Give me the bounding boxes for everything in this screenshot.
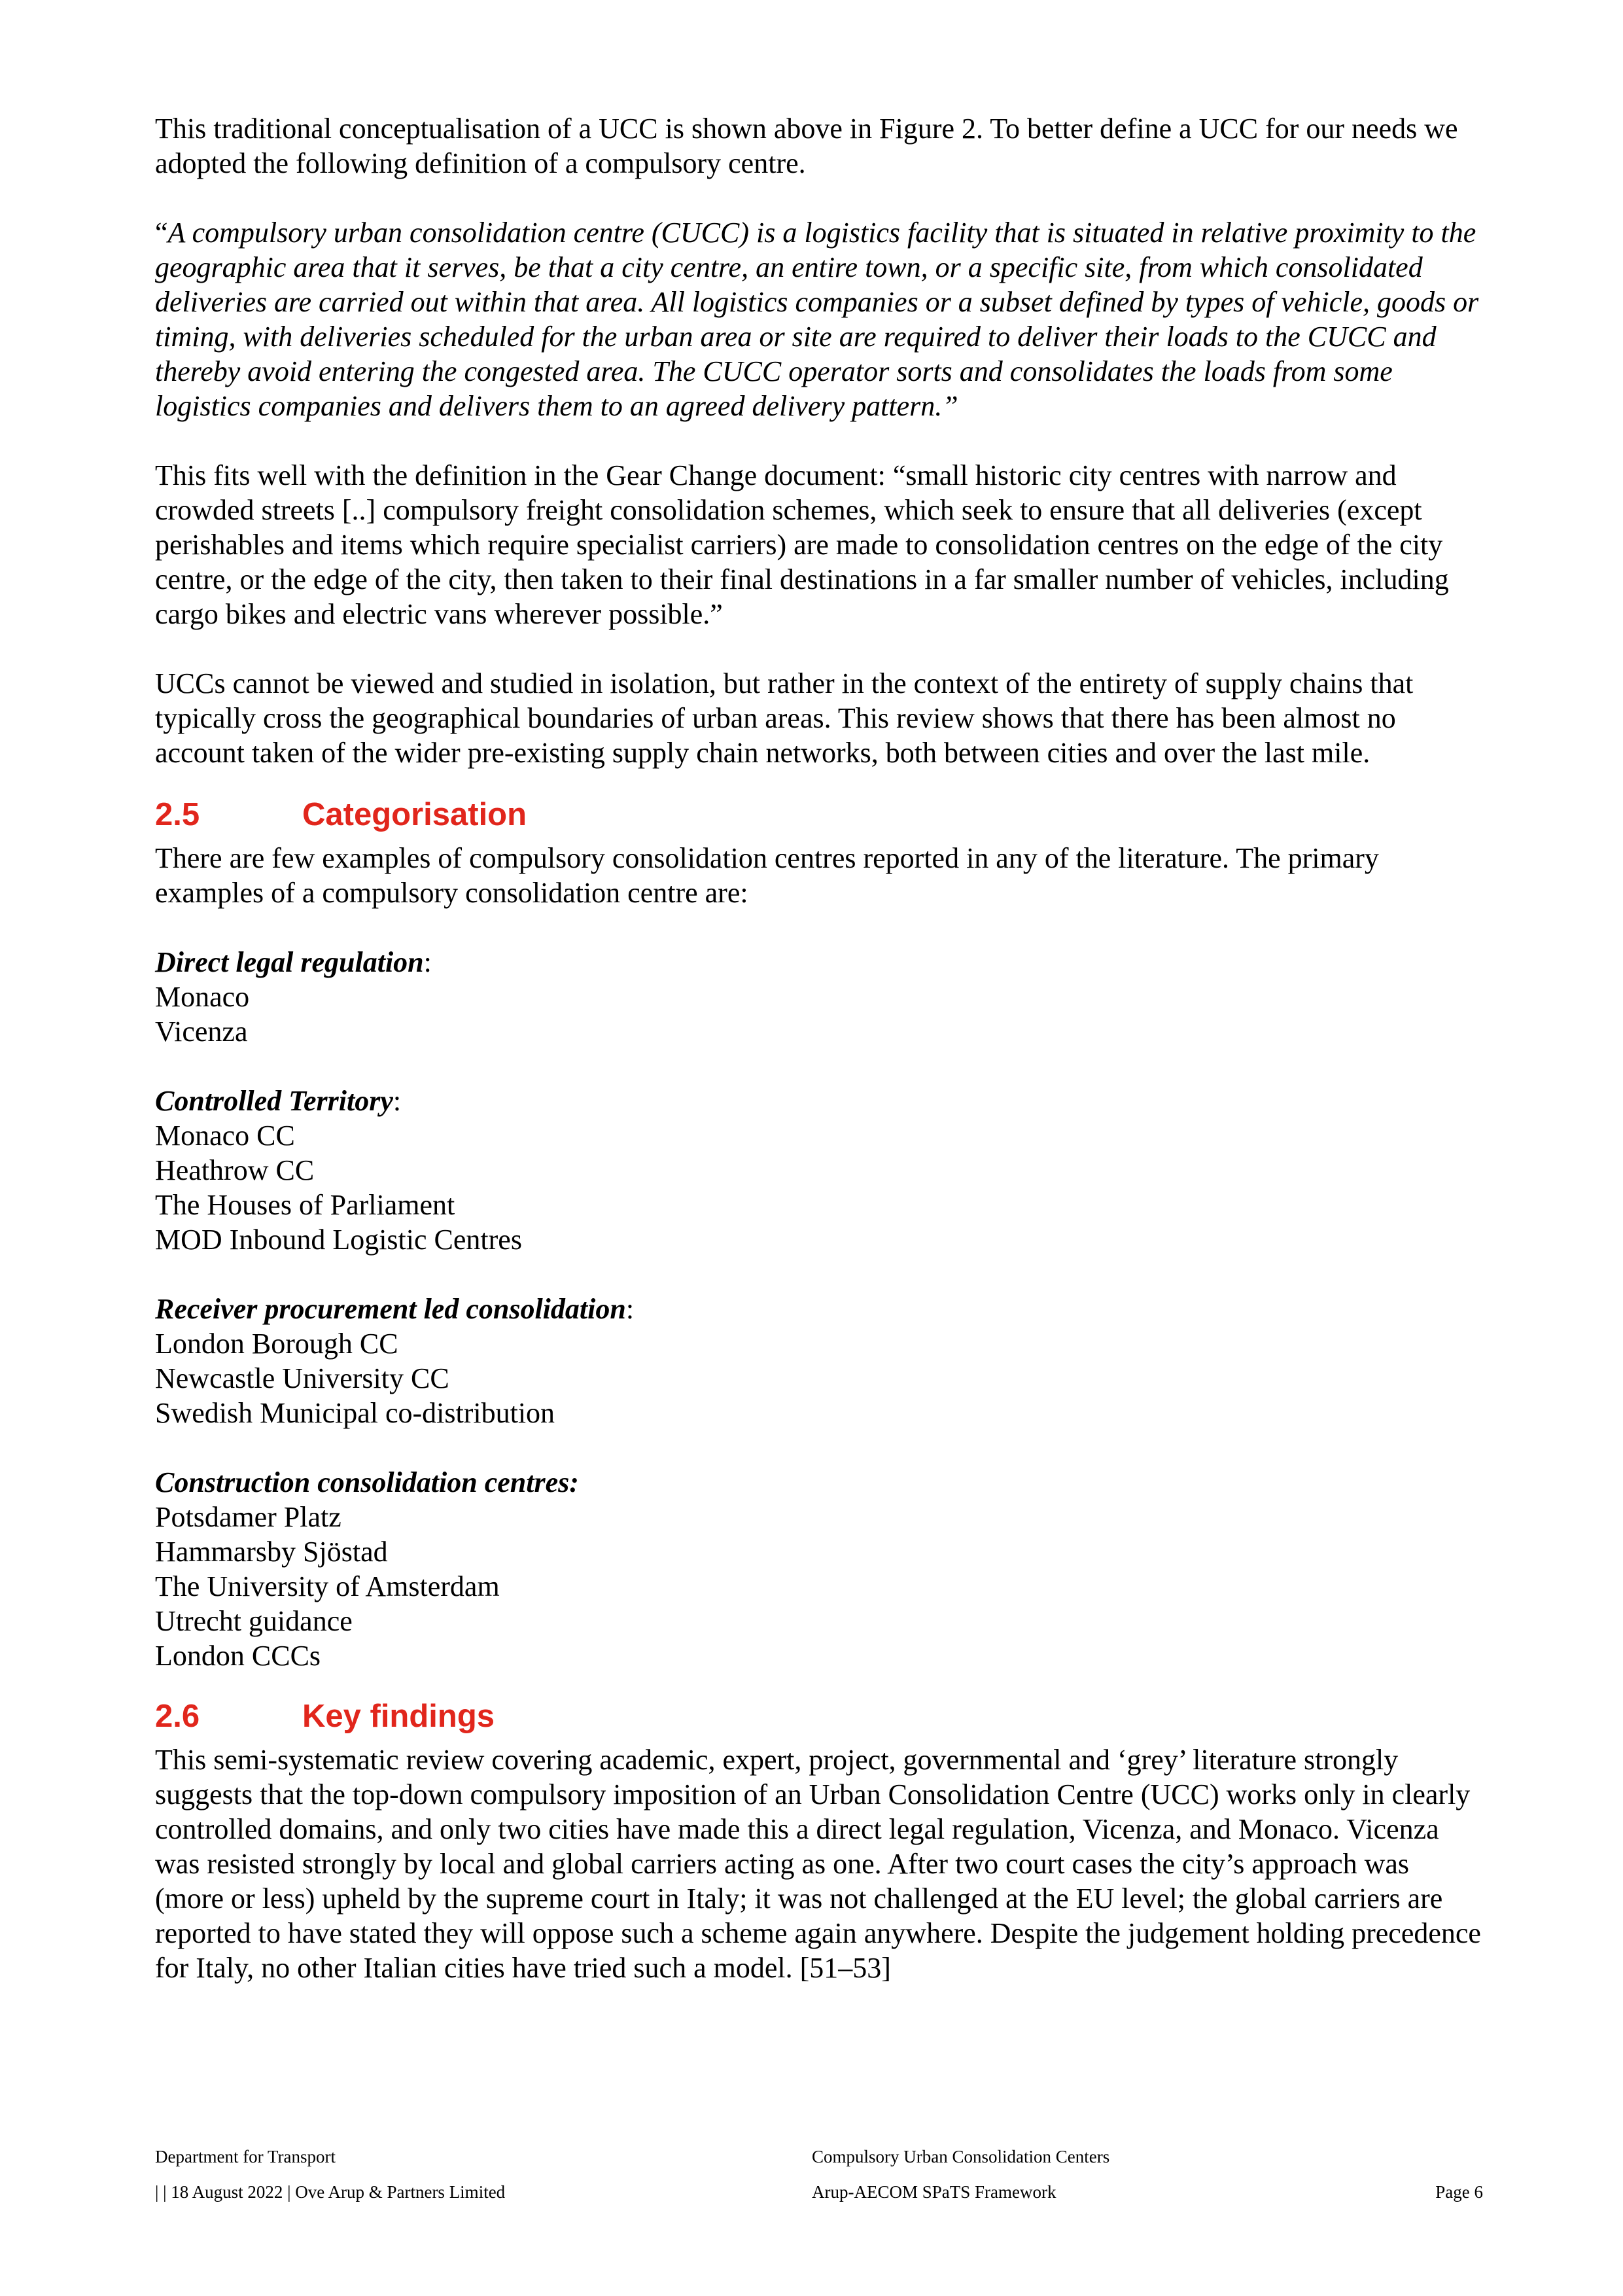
- footer-document-title: Compulsory Urban Consolidation Centers: [812, 2147, 1110, 2166]
- list-item: Hammarsby Sjöstad: [155, 1536, 388, 1568]
- category-colon: :: [625, 1293, 635, 1325]
- list-item: Utrecht guidance: [155, 1605, 353, 1637]
- category-heading: Receiver procurement led consolidation: [155, 1293, 626, 1325]
- category-group-construction: [155, 1465, 1483, 1673]
- section-title: Key findings: [302, 1699, 495, 1734]
- list-item: Monaco CC: [155, 1120, 295, 1152]
- definition-quote: [155, 215, 1483, 423]
- list-item: Newcastle University CC: [155, 1362, 449, 1394]
- list-item: Monaco: [155, 981, 250, 1013]
- supply-chain-paragraph: UCCs cannot be viewed and studied in isolation, but rather in the context of the entirety of supply chains that typically cross the geographical boundaries of urban areas. This review shows that there has been almost no account taken of the wider pre-existing supply chain networks, both between cities and over the last mile.: [155, 667, 1414, 769]
- quote-text: A compulsory urban consolidation centre (CUCC) is a logistics facility that is situated in relative proximity to the geographic area that it serves, be that a city centre, an entire town, or a specific site, from which consolidated deliveries are carried out within that area. All logistics companies or a subset defined by types of vehicle, goods or timing, with deliveries scheduled for the urban area or site are required to deliver their loads to the CUCC and thereby avoid entering the congested area. The CUCC operator sorts and consolidates the loads from some logistics companies and delivers them to an agreed delivery pattern.”: [155, 217, 1479, 422]
- list-item: Vicenza: [155, 1016, 248, 1048]
- list-item: London CCCs: [155, 1640, 321, 1672]
- gear-change-paragraph: This fits well with the definition in the Gear Change document: “small historic city centres with narrow and crowded streets [..] compulsory freight consolidation schemes, which seek to ensure that all deliveries (except perishables and items which require specialist carriers) are made to consolidation centres on the edge of the city centre, or the edge of the city, then taken to their final destinations in a far smaller number of vehicles, including cargo bikes and electric vans wherever possible.”: [155, 459, 1449, 630]
- section-title: Categorisation: [302, 797, 527, 832]
- intro-paragraph: This traditional conceptualisation of a UCC is shown above in Figure 2. To better define a UCC for our needs we adopted the following definition of a compulsory centre.: [155, 113, 1458, 179]
- section-heading-categorisation: [155, 795, 1483, 834]
- footer-framework: Arup-AECOM SPaTS Framework: [812, 2182, 1056, 2202]
- page-number: Page 6: [1435, 2182, 1483, 2202]
- list-item: MOD Inbound Logistic Centres: [155, 1224, 522, 1256]
- list-item: The Houses of Parliament: [155, 1189, 455, 1221]
- category-heading: Controlled Territory: [155, 1085, 393, 1117]
- categorisation-intro: There are few examples of compulsory consolidation centres reported in any of the literature. The primary examples of a compulsory consolidation centre are:: [155, 842, 1379, 909]
- page-body: [155, 111, 1483, 1985]
- section-number: 2.5: [155, 797, 200, 832]
- list-item: London Borough CC: [155, 1328, 398, 1360]
- category-heading: Construction consolidation centres:: [155, 1466, 579, 1498]
- category-colon: :: [393, 1085, 402, 1117]
- list-item: Swedish Municipal co-distribution: [155, 1397, 555, 1429]
- list-item: Heathrow CC: [155, 1154, 315, 1186]
- list-item: Potsdamer Platz: [155, 1501, 341, 1533]
- category-colon: :: [423, 946, 432, 978]
- footer-date-author: | | 18 August 2022 | Ove Arup & Partners Limited: [155, 2182, 506, 2202]
- list-item: The University of Amsterdam: [155, 1570, 500, 1602]
- section-heading-key-findings: [155, 1697, 1483, 1736]
- category-group-controlled-territory: [155, 1084, 1483, 1257]
- key-findings-paragraph: This semi-systematic review covering academic, expert, project, governmental and ‘grey’ literature strongly suggests that the top-down compulsory imposition of an Urban Consolidation Centre (UCC) works only in clearly controlled domains, and only two cities have made this a direct legal regulation, Vicenza, and Monaco. Vicenza was resisted strongly by local and global carriers acting as one. After two court cases the city’s approach was (more or less) upheld by the supreme court in Italy; it was not challenged at the EU level; the global carriers are reported to have stated they will oppose such a scheme again anywhere. Despite the judgement holding precedence for Italy, no other Italian cities have tried such a model. [51–53]: [155, 1744, 1481, 1984]
- quote-open-mark: “: [155, 217, 168, 249]
- footer-client: Department for Transport: [155, 2147, 336, 2166]
- category-group-receiver-procurement: [155, 1292, 1483, 1430]
- section-number: 2.6: [155, 1699, 200, 1734]
- category-group-direct-legal-regulation: [155, 945, 1483, 1049]
- category-heading: Direct legal regulation: [155, 946, 424, 978]
